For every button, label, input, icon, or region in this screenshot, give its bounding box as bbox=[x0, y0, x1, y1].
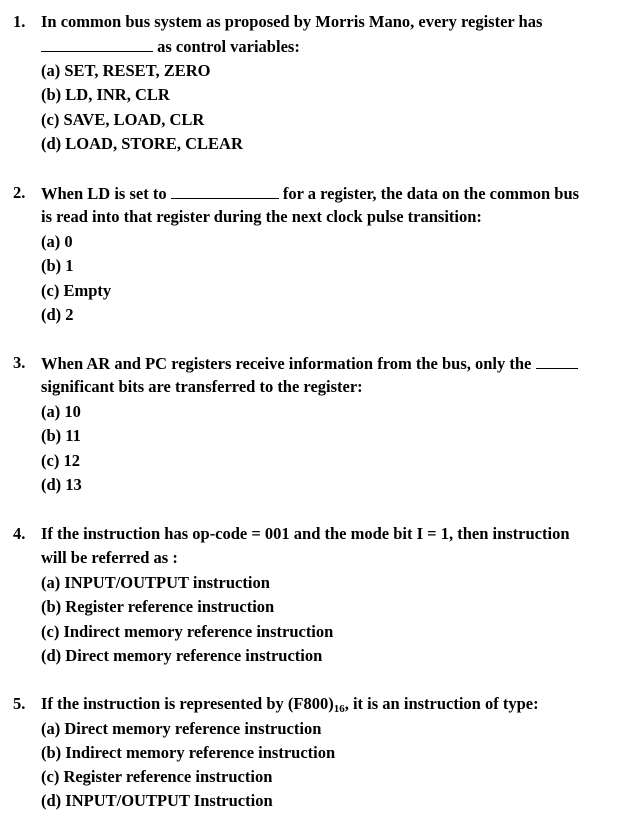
question-text: will be referred as : bbox=[41, 548, 178, 567]
option-b: (b) LD, INR, CLR bbox=[41, 85, 170, 104]
question-stem-cont bbox=[41, 546, 178, 570]
option-d: (d) INPUT/OUTPUT Instruction bbox=[41, 791, 273, 810]
question-text: In common bus system as proposed by Morris Mano, every register has bbox=[41, 12, 543, 31]
option-b: (b) Indirect memory reference instruction bbox=[41, 743, 336, 762]
answer-blank bbox=[171, 181, 279, 199]
option-a: (a) Direct memory reference instruction bbox=[41, 719, 322, 738]
question-number: 5. bbox=[13, 694, 26, 713]
option-b: (b) 1 bbox=[41, 256, 74, 275]
question-stem-cont bbox=[41, 205, 482, 229]
question-number: 3. bbox=[13, 353, 26, 372]
question-stem-cont bbox=[41, 375, 363, 399]
question-text: When LD is set to bbox=[41, 184, 167, 203]
option-d: (d) 13 bbox=[41, 475, 82, 494]
option-c: (c) 12 bbox=[41, 451, 80, 470]
answer-blank bbox=[41, 34, 153, 52]
option-b: (b) 11 bbox=[41, 426, 81, 445]
question-stem bbox=[41, 522, 570, 546]
answer-blank bbox=[536, 351, 578, 369]
option-a: (a) 10 bbox=[41, 402, 81, 421]
question-number: 2. bbox=[13, 183, 26, 202]
question-number: 1. bbox=[13, 12, 26, 31]
option-d: (d) LOAD, STORE, CLEAR bbox=[41, 134, 243, 153]
question-text: significant bits are transferred to the register: bbox=[41, 377, 363, 396]
question-stem bbox=[41, 692, 539, 716]
question-text: as control variables: bbox=[157, 37, 300, 56]
option-a: (a) 0 bbox=[41, 232, 73, 251]
question-text: for a register, the data on the common bus bbox=[282, 184, 580, 203]
question-text: If the instruction is represented by (F800) bbox=[41, 694, 334, 713]
question-stem-cont bbox=[41, 34, 300, 58]
option-d: (d) 2 bbox=[41, 305, 74, 324]
question-text: , it is an instruction of type: bbox=[344, 694, 539, 713]
option-a: (a) INPUT/OUTPUT instruction bbox=[41, 573, 270, 592]
option-b: (b) Register reference instruction bbox=[41, 597, 275, 616]
option-c: (c) Empty bbox=[41, 281, 112, 300]
base-subscript: 16 bbox=[333, 703, 345, 715]
question-number: 4. bbox=[13, 524, 26, 543]
option-c: (c) SAVE, LOAD, CLR bbox=[41, 110, 205, 129]
question-text: is read into that register during the next clock pulse transition: bbox=[41, 207, 482, 226]
question-stem bbox=[41, 10, 542, 34]
option-d: (d) Direct memory reference instruction bbox=[41, 646, 323, 665]
option-c: (c) Indirect memory reference instruction bbox=[41, 622, 334, 641]
question-stem bbox=[41, 351, 578, 375]
question-text: When AR and PC registers receive information from the bus, only the bbox=[41, 354, 532, 373]
option-a: (a) SET, RESET, ZERO bbox=[41, 61, 211, 80]
question-stem bbox=[41, 181, 579, 205]
question-text: If the instruction has op-code = 001 and the mode bit I = 1, then instruction bbox=[41, 524, 570, 543]
option-c: (c) Register reference instruction bbox=[41, 767, 273, 786]
